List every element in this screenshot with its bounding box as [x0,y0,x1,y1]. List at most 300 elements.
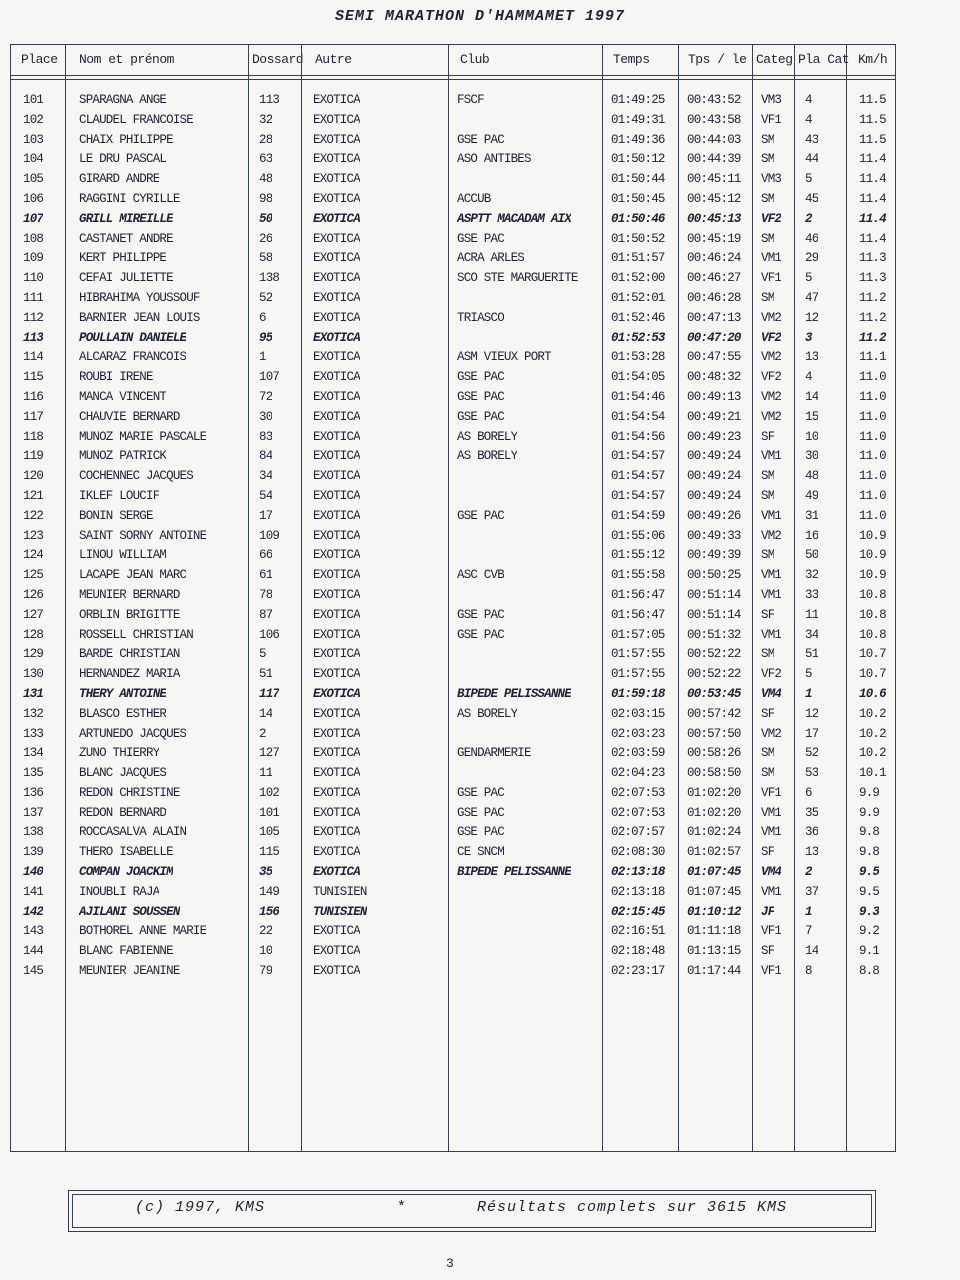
cell-autre: EXOTICA [313,785,360,800]
cell-temps: 02:07:53 [611,785,665,800]
cell-place: 110 [23,271,44,286]
cell-club: ASPTT MACADAM AIX [457,211,571,226]
cell-categ: VM2 [761,409,782,424]
table-row [11,249,895,269]
cell-name: GRILL MIREILLE [79,211,173,226]
cell-kmh: 10.2 [859,706,886,721]
cell-place: 134 [23,746,44,761]
cell-categ: SM [761,469,775,484]
cell-kmh: 10.9 [859,528,886,543]
cell-temps: 01:52:46 [611,310,665,325]
cell-categ: SM [761,548,775,563]
cell-autre: EXOTICA [313,647,360,662]
cell-name: THERY ANTOINE [79,686,167,701]
cell-club: GENDARMERIE [457,746,531,761]
cell-place: 137 [23,805,44,820]
cell-pla-cat: 5 [805,667,812,682]
cell-dossard: 105 [259,825,280,840]
cell-temps: 01:50:12 [611,152,665,167]
cell-name: LE DRU PASCAL [79,152,167,167]
cell-autre: EXOTICA [313,766,360,781]
cell-pla-cat: 35 [805,805,819,820]
cell-kmh: 10.2 [859,746,886,761]
cell-categ: VM1 [761,627,782,642]
cell-dossard: 5 [259,647,266,662]
table-row [11,91,895,111]
cell-pla-cat: 10 [805,429,819,444]
cell-temps: 01:49:31 [611,112,665,127]
cell-categ: VF2 [761,667,782,682]
cell-name: GIRARD ANDRE [79,172,160,187]
table-row [11,764,895,784]
cell-temps: 01:51:57 [611,251,665,266]
cell-categ: SF [761,607,775,622]
cell-kmh: 9.1 [859,944,880,959]
cell-autre: EXOTICA [313,370,360,385]
footer-separator: * [397,1199,408,1216]
cell-place: 116 [23,389,44,404]
cell-autre: EXOTICA [313,112,360,127]
cell-categ: SM [761,766,775,781]
table-row [11,784,895,804]
cell-dossard: 72 [259,389,273,404]
table-row [11,527,895,547]
cell-kmh: 11.1 [859,350,886,365]
table-row [11,329,895,349]
cell-pla-cat: 47 [805,290,819,305]
cell-pla-cat: 4 [805,93,812,107]
cell-tps-le: 00:44:39 [687,152,741,167]
cell-autre: EXOTICA [313,627,360,642]
cell-place: 117 [23,409,44,424]
cell-tps-le: 00:45:11 [687,172,741,187]
cell-tps-le: 00:49:33 [687,528,741,543]
cell-dossard: 101 [259,805,280,820]
cell-autre: TUNISIEN [313,884,367,899]
cell-kmh: 9.8 [859,825,880,840]
cell-place: 132 [23,706,44,721]
table-row [11,289,895,309]
cell-categ: VF1 [761,271,782,286]
cell-tps-le: 00:49:26 [687,508,741,523]
cell-kmh: 9.9 [859,785,880,800]
cell-pla-cat: 5 [805,271,812,286]
cell-place: 113 [23,330,44,345]
cell-pla-cat: 30 [805,449,819,464]
cell-dossard: 51 [259,667,273,682]
table-row [11,170,895,190]
cell-place: 124 [23,548,44,563]
cell-place: 142 [23,904,44,919]
cell-dossard: 149 [259,884,280,899]
table-row [11,546,895,566]
cell-name: BLANC JACQUES [79,766,167,781]
cell-pla-cat: 13 [805,350,819,365]
cell-place: 141 [23,884,44,899]
cell-pla-cat: 53 [805,766,819,781]
table-row [11,566,895,586]
cell-kmh: 10.9 [859,548,886,563]
cell-tps-le: 00:57:50 [687,726,741,741]
cell-name: POULLAIN DANIELE [79,330,187,345]
cell-dossard: 113 [259,93,280,107]
cell-autre: EXOTICA [313,172,360,187]
cell-name: MUNOZ PATRICK [79,449,167,464]
cell-tps-le: 00:47:13 [687,310,741,325]
cell-autre: EXOTICA [313,964,360,979]
cell-name: ROSSELL CHRISTIAN [79,627,193,642]
cell-club: GSE PAC [457,409,504,424]
cell-place: 120 [23,469,44,484]
cell-kmh: 11.4 [859,231,886,246]
cell-tps-le: 00:49:21 [687,409,741,424]
cell-tps-le: 00:43:52 [687,93,741,107]
cell-kmh: 11.0 [859,409,886,424]
cell-tps-le: 00:43:58 [687,112,741,127]
cell-dossard: 22 [259,924,273,939]
cell-temps: 01:57:55 [611,647,665,662]
cell-autre: EXOTICA [313,409,360,424]
table-row [11,348,895,368]
cell-club: GSE PAC [457,607,504,622]
cell-dossard: 102 [259,785,280,800]
cell-kmh: 11.0 [859,389,886,404]
cell-kmh: 9.8 [859,845,880,860]
cell-temps: 01:52:00 [611,271,665,286]
cell-dossard: 127 [259,746,280,761]
cell-kmh: 11.0 [859,370,886,385]
table-row [11,131,895,151]
cell-temps: 01:49:36 [611,132,665,147]
cell-club: TRIASCO [457,310,504,325]
cell-temps: 01:54:05 [611,370,665,385]
cell-club: GSE PAC [457,132,504,147]
cell-temps: 01:55:06 [611,528,665,543]
table-row [11,665,895,685]
footer-results-note: Résultats complets sur 3615 KMS [477,1199,788,1216]
cell-club: CE SNCM [457,845,504,860]
cell-place: 123 [23,528,44,543]
cell-temps: 01:54:46 [611,389,665,404]
cell-tps-le: 00:49:24 [687,488,741,503]
cell-temps: 01:56:47 [611,607,665,622]
cell-place: 128 [23,627,44,642]
cell-temps: 01:54:56 [611,429,665,444]
cell-kmh: 11.0 [859,488,886,503]
cell-club: GSE PAC [457,825,504,840]
cell-pla-cat: 1 [805,904,812,919]
cell-dossard: 1 [259,350,266,365]
cell-tps-le: 00:52:22 [687,647,741,662]
col-header-club: Club [460,52,490,67]
cell-name: LINOU WILLIAM [79,548,167,563]
table-row [11,190,895,210]
cell-pla-cat: 44 [805,152,819,167]
cell-temps: 02:07:53 [611,805,665,820]
cell-place: 133 [23,726,44,741]
cell-categ: VF2 [761,211,782,226]
cell-place: 104 [23,152,44,167]
table-row [11,903,895,923]
cell-place: 129 [23,647,44,662]
cell-temps: 02:15:45 [611,904,665,919]
cell-place: 139 [23,845,44,860]
cell-club: GSE PAC [457,389,504,404]
cell-name: SAINT SORNY ANTOINE [79,528,207,543]
cell-autre: EXOTICA [313,944,360,959]
cell-autre: EXOTICA [313,726,360,741]
cell-temps: 01:52:53 [611,330,665,345]
cell-name: ALCARAZ FRANCOIS [79,350,187,365]
cell-autre: EXOTICA [313,350,360,365]
cell-place: 103 [23,132,44,147]
cell-temps: 02:13:18 [611,865,665,880]
cell-dossard: 87 [259,607,273,622]
table-row [11,408,895,428]
cell-tps-le: 01:02:57 [687,845,741,860]
cell-categ: VM1 [761,587,782,602]
cell-categ: VF2 [761,370,782,385]
cell-name: CLAUDEL FRANCOISE [79,112,193,127]
cell-name: BARDE CHRISTIAN [79,647,180,662]
cell-autre: EXOTICA [313,231,360,246]
cell-kmh: 11.2 [859,330,886,345]
cell-autre: EXOTICA [313,924,360,939]
cell-pla-cat: 29 [805,251,819,266]
cell-kmh: 9.5 [859,884,880,899]
cell-kmh: 11.2 [859,290,886,305]
cell-tps-le: 00:49:24 [687,449,741,464]
cell-categ: VM2 [761,528,782,543]
cell-kmh: 11.5 [859,132,886,147]
col-header-autre: Autre [315,52,352,67]
table-row [11,111,895,131]
cell-name: COMPAN JOACKIM [79,865,173,880]
cell-tps-le: 01:10:12 [687,904,741,919]
table-row [11,725,895,745]
cell-tps-le: 00:45:19 [687,231,741,246]
cell-tps-le: 00:51:14 [687,587,741,602]
cell-pla-cat: 2 [805,211,812,226]
cell-autre: EXOTICA [313,191,360,206]
cell-pla-cat: 45 [805,191,819,206]
table-row [11,883,895,903]
cell-pla-cat: 5 [805,172,812,187]
cell-pla-cat: 33 [805,587,819,602]
cell-club: GSE PAC [457,627,504,642]
cell-place: 101 [23,93,44,107]
col-header-kmh: Km/h [858,52,888,67]
cell-temps: 01:50:45 [611,191,665,206]
cell-tps-le: 00:58:50 [687,766,741,781]
cell-dossard: 78 [259,587,273,602]
col-header-pla-cat: Pla Cat [798,52,850,67]
cell-tps-le: 00:46:24 [687,251,741,266]
cell-club: ASO ANTIBES [457,152,531,167]
cell-categ: SM [761,746,775,761]
table-row [11,823,895,843]
cell-pla-cat: 8 [805,964,812,979]
table-row [11,150,895,170]
cell-tps-le: 00:46:27 [687,271,741,286]
footer-box [68,1190,876,1232]
cell-dossard: 6 [259,310,266,325]
cell-tps-le: 01:02:20 [687,785,741,800]
cell-temps: 01:54:54 [611,409,665,424]
table-row [11,843,895,863]
cell-kmh: 10.2 [859,726,886,741]
cell-place: 112 [23,310,44,325]
cell-dossard: 79 [259,964,273,979]
cell-tps-le: 00:47:55 [687,350,741,365]
cell-club: GSE PAC [457,785,504,800]
footer-copyright: (c) 1997, KMS [135,1199,266,1216]
cell-kmh: 11.0 [859,429,886,444]
cell-place: 125 [23,568,44,583]
cell-categ: SF [761,429,775,444]
cell-name: REDON CHRISTINE [79,785,180,800]
cell-club: AS BORELY [457,449,518,464]
cell-categ: SF [761,706,775,721]
cell-kmh: 10.6 [859,686,886,701]
cell-categ: VM2 [761,726,782,741]
table-row [11,705,895,725]
cell-autre: EXOTICA [313,805,360,820]
cell-autre: EXOTICA [313,132,360,147]
cell-tps-le: 00:49:24 [687,469,741,484]
cell-place: 130 [23,667,44,682]
cell-tps-le: 00:44:03 [687,132,741,147]
cell-pla-cat: 4 [805,112,812,127]
cell-categ: SM [761,231,775,246]
cell-temps: 01:54:57 [611,469,665,484]
cell-tps-le: 00:50:25 [687,568,741,583]
col-header-temps: Temps [613,52,650,67]
cell-dossard: 109 [259,528,280,543]
cell-temps: 01:49:25 [611,93,665,107]
table-row [11,626,895,646]
table-row [11,368,895,388]
cell-tps-le: 00:52:22 [687,667,741,682]
table-row [11,586,895,606]
cell-pla-cat: 34 [805,627,819,642]
cell-dossard: 10 [259,944,273,959]
cell-tps-le: 00:49:39 [687,548,741,563]
col-header-name: Nom et prénom [79,52,174,67]
cell-club: ASC CVB [457,568,504,583]
col-header-categ: Categ [756,52,793,67]
cell-tps-le: 01:17:44 [687,964,741,979]
cell-place: 138 [23,825,44,840]
cell-autre: EXOTICA [313,251,360,266]
cell-categ: SM [761,488,775,503]
cell-categ: SM [761,290,775,305]
cell-pla-cat: 46 [805,231,819,246]
cell-temps: 01:53:28 [611,350,665,365]
cell-pla-cat: 51 [805,647,819,662]
cell-temps: 02:07:57 [611,825,665,840]
cell-name: ORBLIN BRIGITTE [79,607,180,622]
cell-club: ACRA ARLES [457,251,525,266]
cell-kmh: 11.0 [859,469,886,484]
cell-autre: EXOTICA [313,706,360,721]
cell-autre: EXOTICA [313,152,360,167]
cell-dossard: 138 [259,271,280,286]
table-row [11,428,895,448]
cell-dossard: 61 [259,568,273,583]
cell-autre: EXOTICA [313,488,360,503]
cell-dossard: 156 [259,904,280,919]
cell-name: REDON BERNARD [79,805,167,820]
cell-place: 114 [23,350,44,365]
cell-pla-cat: 48 [805,469,819,484]
cell-kmh: 11.2 [859,310,886,325]
cell-autre: TUNISIEN [313,904,367,919]
cell-dossard: 84 [259,449,273,464]
cell-place: 145 [23,964,44,979]
cell-name: THERO ISABELLE [79,845,173,860]
col-header-tps-le: Tps / le [688,52,747,67]
cell-temps: 02:03:59 [611,746,665,761]
table-row [11,863,895,883]
cell-place: 143 [23,924,44,939]
cell-name: LACAPE JEAN MARC [79,568,187,583]
cell-place: 121 [23,488,44,503]
cell-club: ACCUB [457,191,491,206]
cell-dossard: 98 [259,191,273,206]
cell-autre: EXOTICA [313,330,360,345]
cell-categ: SM [761,647,775,662]
cell-name: MANCA VINCENT [79,389,167,404]
cell-tps-le: 00:57:42 [687,706,741,721]
cell-autre: EXOTICA [313,528,360,543]
cell-categ: VM1 [761,508,782,523]
cell-pla-cat: 2 [805,865,812,880]
cell-club: AS BORELY [457,429,518,444]
table-row [11,507,895,527]
cell-place: 119 [23,449,44,464]
cell-temps: 01:50:52 [611,231,665,246]
cell-kmh: 9.3 [859,904,880,919]
cell-temps: 02:16:51 [611,924,665,939]
header-divider [11,79,895,80]
cell-dossard: 66 [259,548,273,563]
cell-categ: SM [761,132,775,147]
cell-temps: 01:56:47 [611,587,665,602]
cell-name: MUNOZ MARIE PASCALE [79,429,207,444]
cell-dossard: 50 [259,211,273,226]
cell-tps-le: 00:49:23 [687,429,741,444]
cell-kmh: 10.1 [859,766,886,781]
cell-name: BONIN SERGE [79,508,153,523]
cell-dossard: 54 [259,488,273,503]
cell-dossard: 63 [259,152,273,167]
table-row [11,388,895,408]
cell-name: CEFAI JULIETTE [79,271,173,286]
cell-temps: 01:55:12 [611,548,665,563]
cell-name: COCHENNEC JACQUES [79,469,193,484]
cell-temps: 01:57:55 [611,667,665,682]
cell-place: 108 [23,231,44,246]
cell-temps: 01:54:57 [611,488,665,503]
cell-categ: VM3 [761,172,782,187]
cell-club: GSE PAC [457,805,504,820]
cell-kmh: 11.0 [859,449,886,464]
table-row [11,922,895,942]
cell-tps-le: 00:51:14 [687,607,741,622]
table-row [11,309,895,329]
cell-categ: VF1 [761,112,782,127]
